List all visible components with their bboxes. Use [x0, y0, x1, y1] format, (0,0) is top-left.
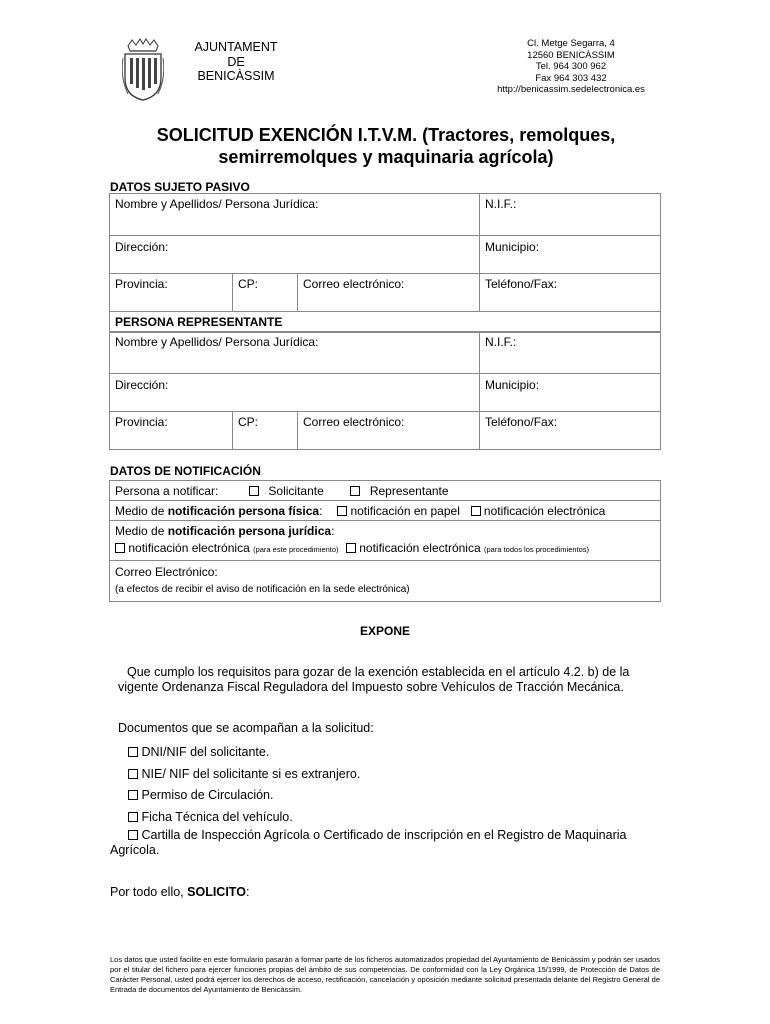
title-line: semirremolques y maquinaria agrícola): [218, 147, 554, 167]
nif-field[interactable]: N.I.F.:: [480, 194, 661, 236]
telefono-field[interactable]: Teléfono/Fax:: [480, 412, 661, 450]
elec-all-note: (para todos los procedimientos): [484, 545, 590, 554]
juridica-label-suffix: :: [331, 524, 335, 538]
list-item: [128, 785, 360, 807]
expone-line: Que cumplo los requisitos para gozar de la exención establecida en el artículo 4.2. b) de la: [127, 665, 630, 679]
address-line: Cl. Metge Segarra, 4: [527, 38, 615, 49]
municipal-crest-icon: [122, 38, 164, 102]
organization-name: [182, 40, 290, 84]
section-heading-representante: PERSONA REPRESENTANTE: [110, 312, 661, 333]
nombre-field[interactable]: Nombre y Apellidos/ Persona Jurídica:: [110, 332, 480, 374]
representante-table: [109, 331, 661, 450]
doc-label: Cartilla de Inspección Agrícola o Certificado de inscripción en el Registro de Maquinaria: [141, 828, 627, 842]
municipio-field[interactable]: Municipio:: [480, 374, 661, 412]
direccion-field[interactable]: Dirección:: [110, 374, 480, 412]
municipio-field[interactable]: Municipio:: [480, 236, 661, 274]
title-line: SOLICITUD EXENCIÓN I.T.V.M. (Tractores, remolques,: [156, 125, 616, 145]
papel-label: notificación en papel: [350, 503, 460, 518]
address-line: Fax 964 303 432: [535, 72, 607, 84]
section-heading-sujeto: DATOS SUJETO PASIVO: [110, 180, 250, 194]
fisica-label-suffix: :: [319, 503, 323, 518]
doc-label: NIE/ NIF del solicitante si es extranjero.: [141, 766, 361, 781]
doc-checkbox[interactable]: [128, 747, 138, 757]
doc-checkbox[interactable]: [128, 812, 138, 822]
juridica-label-bold: notificación persona jurídica: [167, 524, 332, 538]
documentos-intro: Documentos que se acompañan a la solicitud:: [118, 721, 374, 735]
list-item: [128, 742, 360, 764]
solicito-line: [110, 885, 249, 899]
cp-field[interactable]: CP:: [233, 274, 298, 312]
solicito-prefix: Por todo ello,: [110, 885, 188, 899]
list-item: [128, 807, 360, 829]
solicito-suffix: :: [245, 885, 250, 899]
address-line: 12560 BENICÀSSIM: [527, 49, 615, 61]
solicito-bold: SOLICITO: [187, 885, 246, 899]
persona-label: Persona a notificar:: [115, 483, 219, 498]
fisica-label-prefix: Medio de: [115, 503, 168, 518]
sujeto-table: [109, 193, 661, 333]
telefono-field[interactable]: Teléfono/Fax:: [480, 274, 661, 312]
elec-proc-note: (para este procedimiento): [253, 545, 339, 554]
elec-all-checkbox[interactable]: [346, 543, 356, 553]
cp-field[interactable]: CP:: [233, 412, 298, 450]
correo-field[interactable]: Correo electrónico:: [298, 412, 480, 450]
electronica-checkbox[interactable]: [471, 506, 481, 516]
solicitante-label: Solicitante: [268, 483, 324, 498]
org-line: AJUNTAMENT: [194, 40, 278, 54]
elec-all-label: notificación electrónica: [359, 541, 481, 555]
section-heading-notificacion: DATOS DE NOTIFICACIÓN: [110, 464, 261, 478]
elec-proc-checkbox[interactable]: [115, 543, 125, 553]
organization-address: [478, 38, 664, 96]
representante-label: Representante: [369, 483, 449, 498]
correo-notif-field[interactable]: Correo Electrónico:: [115, 565, 218, 579]
documentos-list: [128, 742, 360, 828]
nif-field[interactable]: N.I.F.:: [480, 332, 661, 374]
doc-label: DNI/NIF del solicitante.: [141, 745, 270, 759]
solicitante-checkbox[interactable]: [249, 486, 259, 496]
form-title: [100, 124, 672, 168]
expone-heading: EXPONE: [359, 624, 410, 638]
org-line: BENICÀSSIM: [197, 69, 275, 83]
website-link[interactable]: http://benicassim.sedelectronica.es: [497, 84, 645, 95]
org-line: DE: [227, 54, 245, 69]
expone-line: vigente Ordenanza Fiscal Reguladora del Impuesto sobre Vehículos de Tracción Mecánica.: [118, 680, 624, 694]
notificacion-table: [109, 480, 661, 602]
elec-proc-label: notificación electrónica: [128, 541, 250, 555]
list-item: [128, 764, 360, 786]
doc-label: Ficha Técnica del vehículo.: [141, 809, 293, 824]
nombre-field[interactable]: Nombre y Apellidos/ Persona Jurídica:: [110, 194, 480, 236]
address-line: Tel. 964 300 962: [535, 61, 607, 72]
direccion-field[interactable]: Dirección:: [110, 236, 480, 274]
doc-label: Permiso de Circulación.: [141, 788, 274, 802]
correo-notif-note: (a efectos de recibir el aviso de notificación en la sede electrónica): [115, 584, 410, 595]
doc-checkbox[interactable]: [128, 769, 138, 779]
papel-checkbox[interactable]: [337, 506, 347, 516]
provincia-field[interactable]: Provincia:: [110, 412, 233, 450]
doc-checkbox[interactable]: [128, 790, 138, 800]
fisica-label-bold: notificación persona física: [167, 503, 320, 518]
expone-text: [118, 665, 663, 695]
documentos-last-item: [110, 828, 660, 858]
privacy-footer: Los datos que usted facilite en este formulario pasarán a formar parte de los ficheros automatizados propiedad del Ayuntamiento de Benicàssim y podrán ser usados por el titular del fichero para ejercer funciones propias del ámbito de sus competencias. De conformidad con la Ley Orgánica 15/1999, de Protección de Datos de Carácter Personal, usted podrá ejercer los derechos de acceso, rectificación, cancelación y oposición mediante solicitud presentada delante del Registro General de Entrada de documentos del Ayuntamiento de Benicàssim.: [110, 955, 660, 994]
doc-label-continued: Agrícola.: [110, 843, 160, 857]
electronica-label: notificación electrónica: [483, 503, 606, 518]
correo-field[interactable]: Correo electrónico:: [298, 274, 480, 312]
representante-checkbox[interactable]: [350, 486, 360, 496]
provincia-field[interactable]: Provincia:: [110, 274, 233, 312]
juridica-label-prefix: Medio de: [115, 524, 168, 538]
doc-checkbox[interactable]: [128, 830, 138, 840]
